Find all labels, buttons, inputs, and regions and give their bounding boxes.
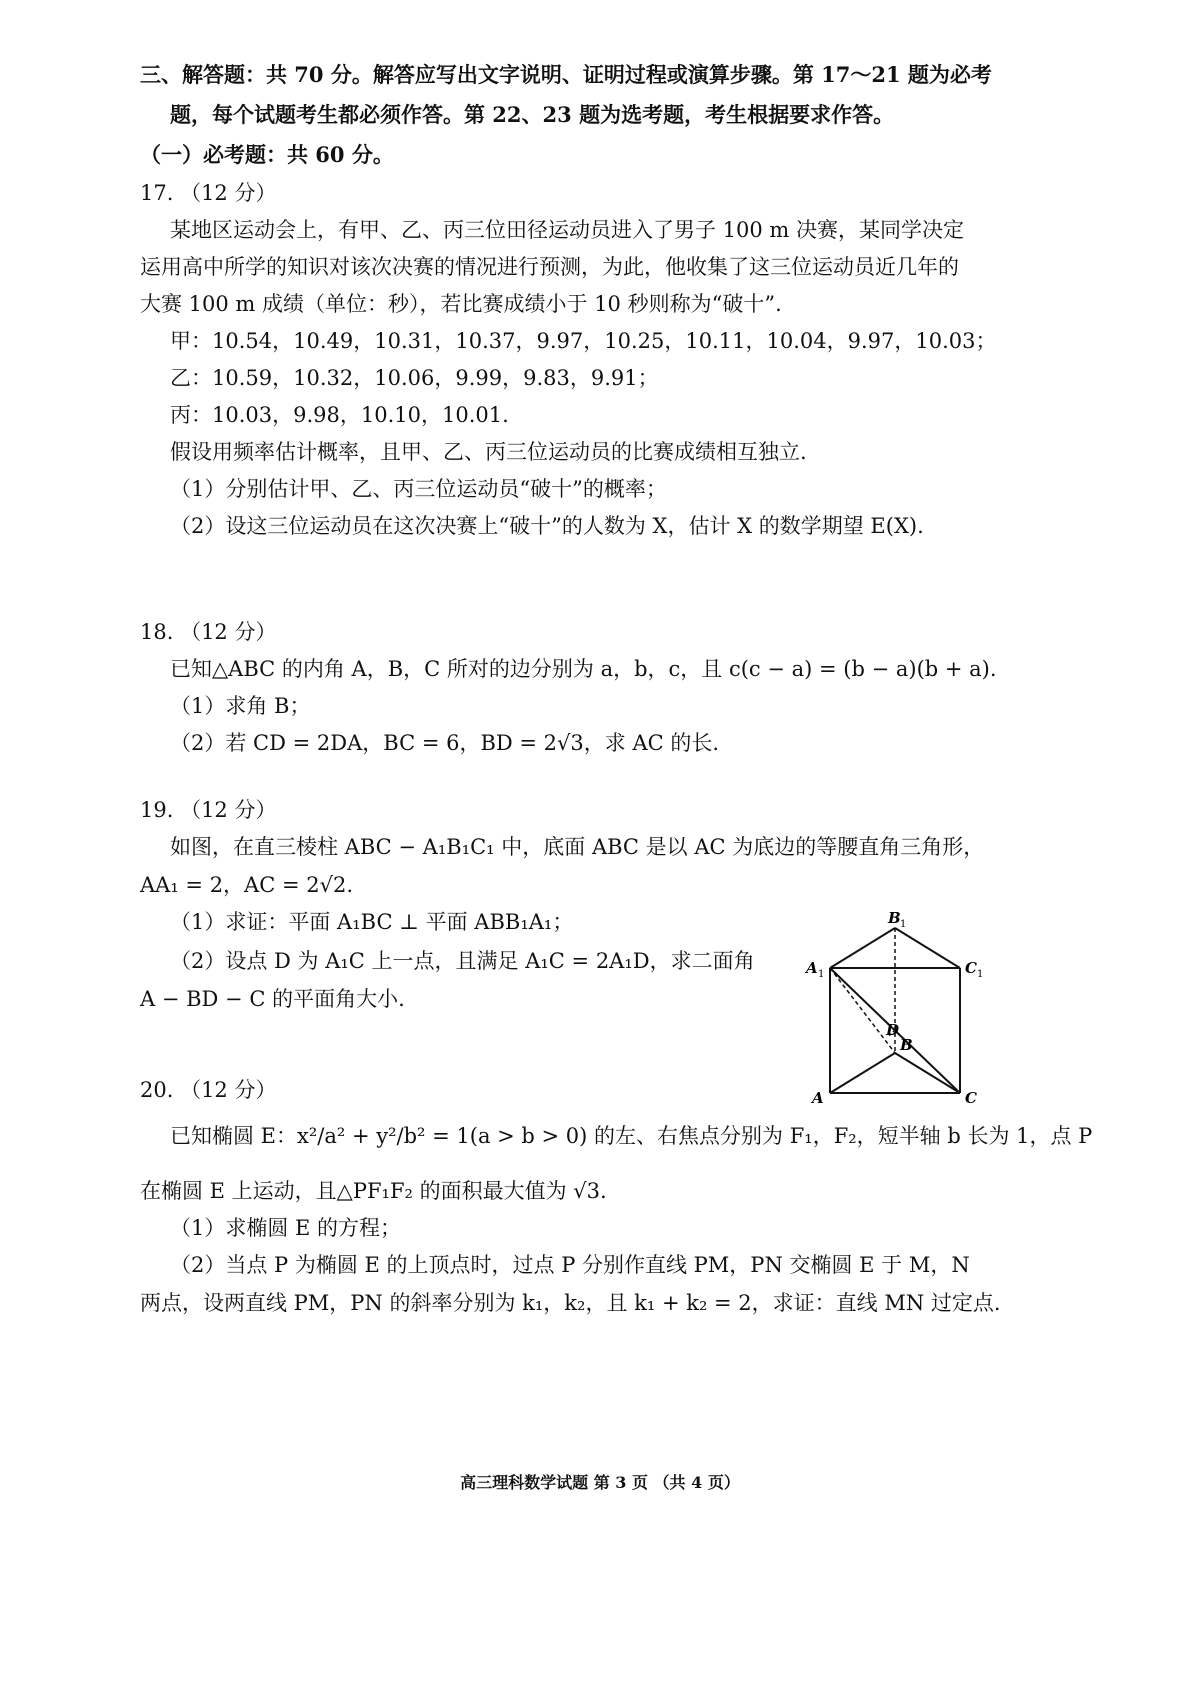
q20-part2-line1: （2）当点 P 为椭圆 E 的上顶点时，过点 P 分别作直线 PM，PN 交椭圆 E 于 M，N: [170, 1253, 970, 1277]
q19-part2-line2: A − BD − C 的平面角大小.: [140, 987, 405, 1011]
q20-number: 20. （12 分）: [140, 1078, 277, 1102]
edge-b-c: [895, 1053, 960, 1093]
q18-stem: 已知△ABC 的内角 A，B，C 所对的边分别为 a，b，c，且 c(c − a) = (b − a)(b + a).: [170, 657, 997, 681]
label-a1-sub: 1: [818, 969, 825, 980]
q19-stem-line2: AA₁ = 2，AC = 2√2.: [140, 873, 354, 897]
label-b: B: [900, 1036, 913, 1054]
label-c1-sub: 1: [977, 969, 984, 980]
q17-assumption: 假设用频率估计概率，且甲、乙、丙三位运动员的比赛成绩相互独立.: [170, 440, 807, 464]
q17-data-yi: 乙：10.59，10.32，10.06，9.99，9.83，9.91；: [170, 366, 659, 390]
q17-data-jia: 甲：10.54，10.49，10.31，10.37，9.97，10.25，10.11，10.04，9.97，10.03；: [170, 329, 997, 353]
label-a: A: [812, 1089, 824, 1107]
section-header-line1: 三、解答题：共 70 分。解答应写出文字说明、证明过程或演算步骤。第 17～21 题为必考: [140, 62, 992, 87]
q20-stem-line2: 在椭圆 E 上运动，且△PF₁F₂ 的面积最大值为 √3.: [140, 1179, 607, 1203]
q17-part1: （1）分别估计甲、乙、丙三位运动员“破十”的概率；: [170, 477, 667, 501]
label-b1-sub: 1: [900, 919, 907, 930]
label-b1: B: [888, 909, 901, 927]
required-section-title: （一）必考题：共 60 分。: [140, 142, 394, 167]
section-header-line2: 题，每个试题考生都必须作答。第 22、23 题为选考题，考生根据要求作答。: [170, 102, 895, 127]
q19-number: 19. （12 分）: [140, 798, 277, 822]
edge-a1-b1: [830, 928, 895, 968]
q17-paragraph-line1: 某地区运动会上，有甲、乙、丙三位田径运动员进入了男子 100 m 决赛，某同学决定: [170, 218, 965, 242]
edge-a-b: [830, 1053, 895, 1093]
q17-paragraph-line2: 运用高中所学的知识对该次决赛的情况进行预测，为此，他收集了这三位运动员近几年的: [140, 255, 959, 279]
q19-part1: （1）求证：平面 A₁BC ⊥ 平面 ABB₁A₁；: [170, 910, 574, 934]
q18-number: 18. （12 分）: [140, 620, 277, 644]
edge-a1-b-dashed: [830, 968, 895, 1053]
q18-part2: （2）若 CD = 2DA，BC = 6，BD = 2√3，求 AC 的长.: [170, 731, 720, 755]
label-a1: A: [806, 959, 818, 977]
label-c1: C: [965, 959, 977, 977]
q17-part2: （2）设这三位运动员在这次决赛上“破十”的人数为 X，估计 X 的数学期望 E(X).: [170, 514, 924, 538]
q20-part1: （1）求椭圆 E 的方程；: [170, 1216, 402, 1240]
q17-paragraph-line3: 大赛 100 m 成绩（单位：秒），若比赛成绩小于 10 秒则称为“破十”.: [140, 292, 782, 316]
edge-b1-c1: [895, 928, 960, 968]
label-d: D: [886, 1021, 900, 1039]
q20-part2-line2: 两点，设两直线 PM，PN 的斜率分别为 k₁，k₂，且 k₁ + k₂ = 2，求证：直线 MN 过定点.: [140, 1291, 1001, 1315]
q18-part1: （1）求角 B；: [170, 694, 311, 718]
prism-figure: [800, 909, 1030, 1125]
page-footer: 高三理科数学试题 第 3 页 （共 4 页）: [460, 1473, 740, 1492]
q17-number: 17. （12 分）: [140, 181, 277, 205]
q19-stem-line1: 如图，在直三棱柱 ABC − A₁B₁C₁ 中，底面 ABC 是以 AC 为底边的等腰直角三角形，: [170, 835, 985, 859]
q20-stem-line1: 已知椭圆 E：x²/a² + y²/b² = 1(a > b > 0) 的左、右焦点分别为 F₁，F₂，短半轴 b 长为 1，点 P: [170, 1124, 1093, 1148]
q19-part2-line1: （2）设点 D 为 A₁C 上一点，且满足 A₁C = 2A₁D，求二面角: [170, 949, 755, 973]
label-c: C: [965, 1089, 977, 1107]
q17-data-bing: 丙：10.03，9.98，10.10，10.01.: [170, 403, 509, 427]
